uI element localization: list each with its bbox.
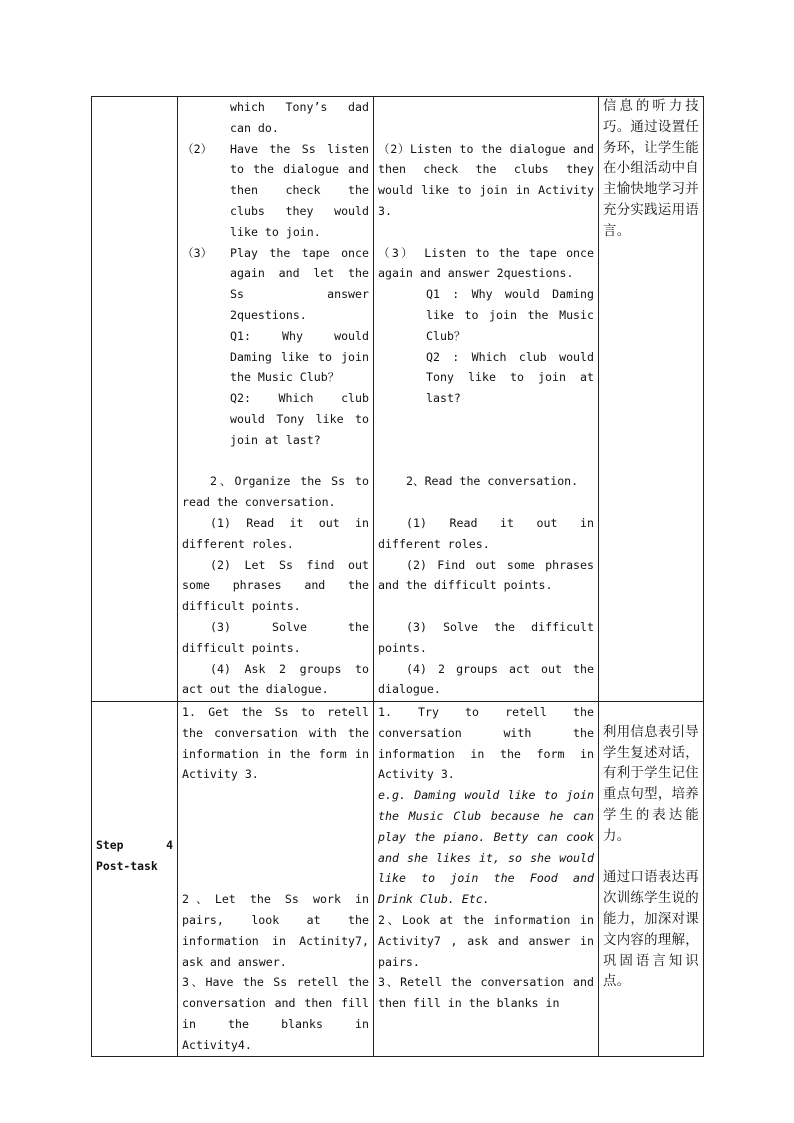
step-number: 4 <box>166 838 173 852</box>
question-1: Q1: Why would Daming like to join the Music Club？ <box>230 328 369 385</box>
item-text: Have the Ss listen to the dialogue and then check the clubs they would like to join. <box>230 141 369 239</box>
purpose-cell <box>599 702 704 1057</box>
item-text: Play the tape once again and let the Ss answer 2questions. <box>230 245 369 322</box>
student-listen-3: （3） Listen to the tape once again and answer 2questions. <box>378 245 594 281</box>
student-task-3: 3、Retell the conversation and then fill in the blanks in <box>378 975 594 1011</box>
item-number: （2） <box>182 141 213 156</box>
purpose-cell <box>599 97 704 702</box>
item-number: （3） <box>182 245 213 260</box>
purpose-text-1: 利用信息表引导学生复述对话，有利于学生记住重点句型，培养学生的表达能力。 <box>603 724 699 844</box>
teacher-activity-cell <box>178 97 374 702</box>
teacher-task-2: 2、Let the Ss work in pairs, look at the information in Actinity7, ask and answer. <box>182 892 369 969</box>
sub-step-3: (3) Solve the difficult points. <box>378 619 594 655</box>
student-read: 2、Read the conversation. <box>406 474 579 489</box>
sub-step-2: (2) Find out some phrases and the difficult points. <box>378 557 594 593</box>
step-cell <box>92 97 178 702</box>
sub-step-1: (1) Read it out in different roles. <box>378 515 594 551</box>
question-1: Q1 : Why would Daming like to join the Music Club？ <box>426 287 594 343</box>
lesson-plan-table <box>91 96 704 1057</box>
teacher-task-3: 3、Have the Ss retell the conversation and then fill in the blanks in Activity4. <box>182 975 369 1052</box>
student-example: e.g. Daming would like to join the Music Club because he can play the piano. Betty can cook and she likes it, so she would like to join the Food and Drink Club. Etc. <box>378 788 594 907</box>
student-activity-cell <box>374 702 599 1057</box>
step-name: Post-task <box>96 859 158 873</box>
student-listen-2: （2）Listen to the dialogue and then check the clubs they would like to join in Activity 3. <box>378 141 594 218</box>
sub-step-4: (4) 2 groups act out the dialogue. <box>378 661 594 697</box>
teacher-item-3 <box>182 243 369 326</box>
step-label: Step <box>96 838 124 852</box>
student-activity-cell <box>374 97 599 702</box>
teacher-task-1: 1. Get the Ss to retell the conversation with the information in the form in Activity 3. <box>182 705 369 782</box>
sub-step-2: (2) Let Ss find out some phrases and the difficult points. <box>182 557 369 614</box>
question-2: Q2: Which club would Tony like to join at last? <box>230 391 369 447</box>
sub-step-4: (4) Ask 2 groups to act out the dialogue. <box>182 661 369 697</box>
purpose-text: 信息的听力技巧。通过设置任务环，让学生能在小组活动中自主愉快地学习并充分实践运用语言。 <box>603 99 699 239</box>
teacher-item-2 <box>182 139 369 243</box>
sub-step-1: (1) Read it out in different roles. <box>182 515 369 551</box>
step-cell <box>92 702 178 1057</box>
purpose-text-2: 通过口语表达再次训练学生说的能力，加深对课文内容的理解，巩固语言知识点。 <box>603 870 699 990</box>
teacher-line-continue: which Tony’s dad can do. <box>230 100 369 135</box>
organize-reading: 2、Organize the Ss to read the conversation. <box>182 474 369 510</box>
question-2: Q2 : Which club would Tony like to join at last? <box>426 349 594 406</box>
teacher-activity-cell <box>178 702 374 1057</box>
sub-step-3: (3) Solve the difficult points. <box>182 619 369 655</box>
student-task-1: 1. Try to retell the conversation with the information in the form in Activity 3. <box>378 705 594 782</box>
table-row <box>92 702 704 1057</box>
student-task-2: 2、Look at the information in Activity7 , ask and answer in pairs. <box>378 912 594 969</box>
table-row <box>92 97 704 702</box>
